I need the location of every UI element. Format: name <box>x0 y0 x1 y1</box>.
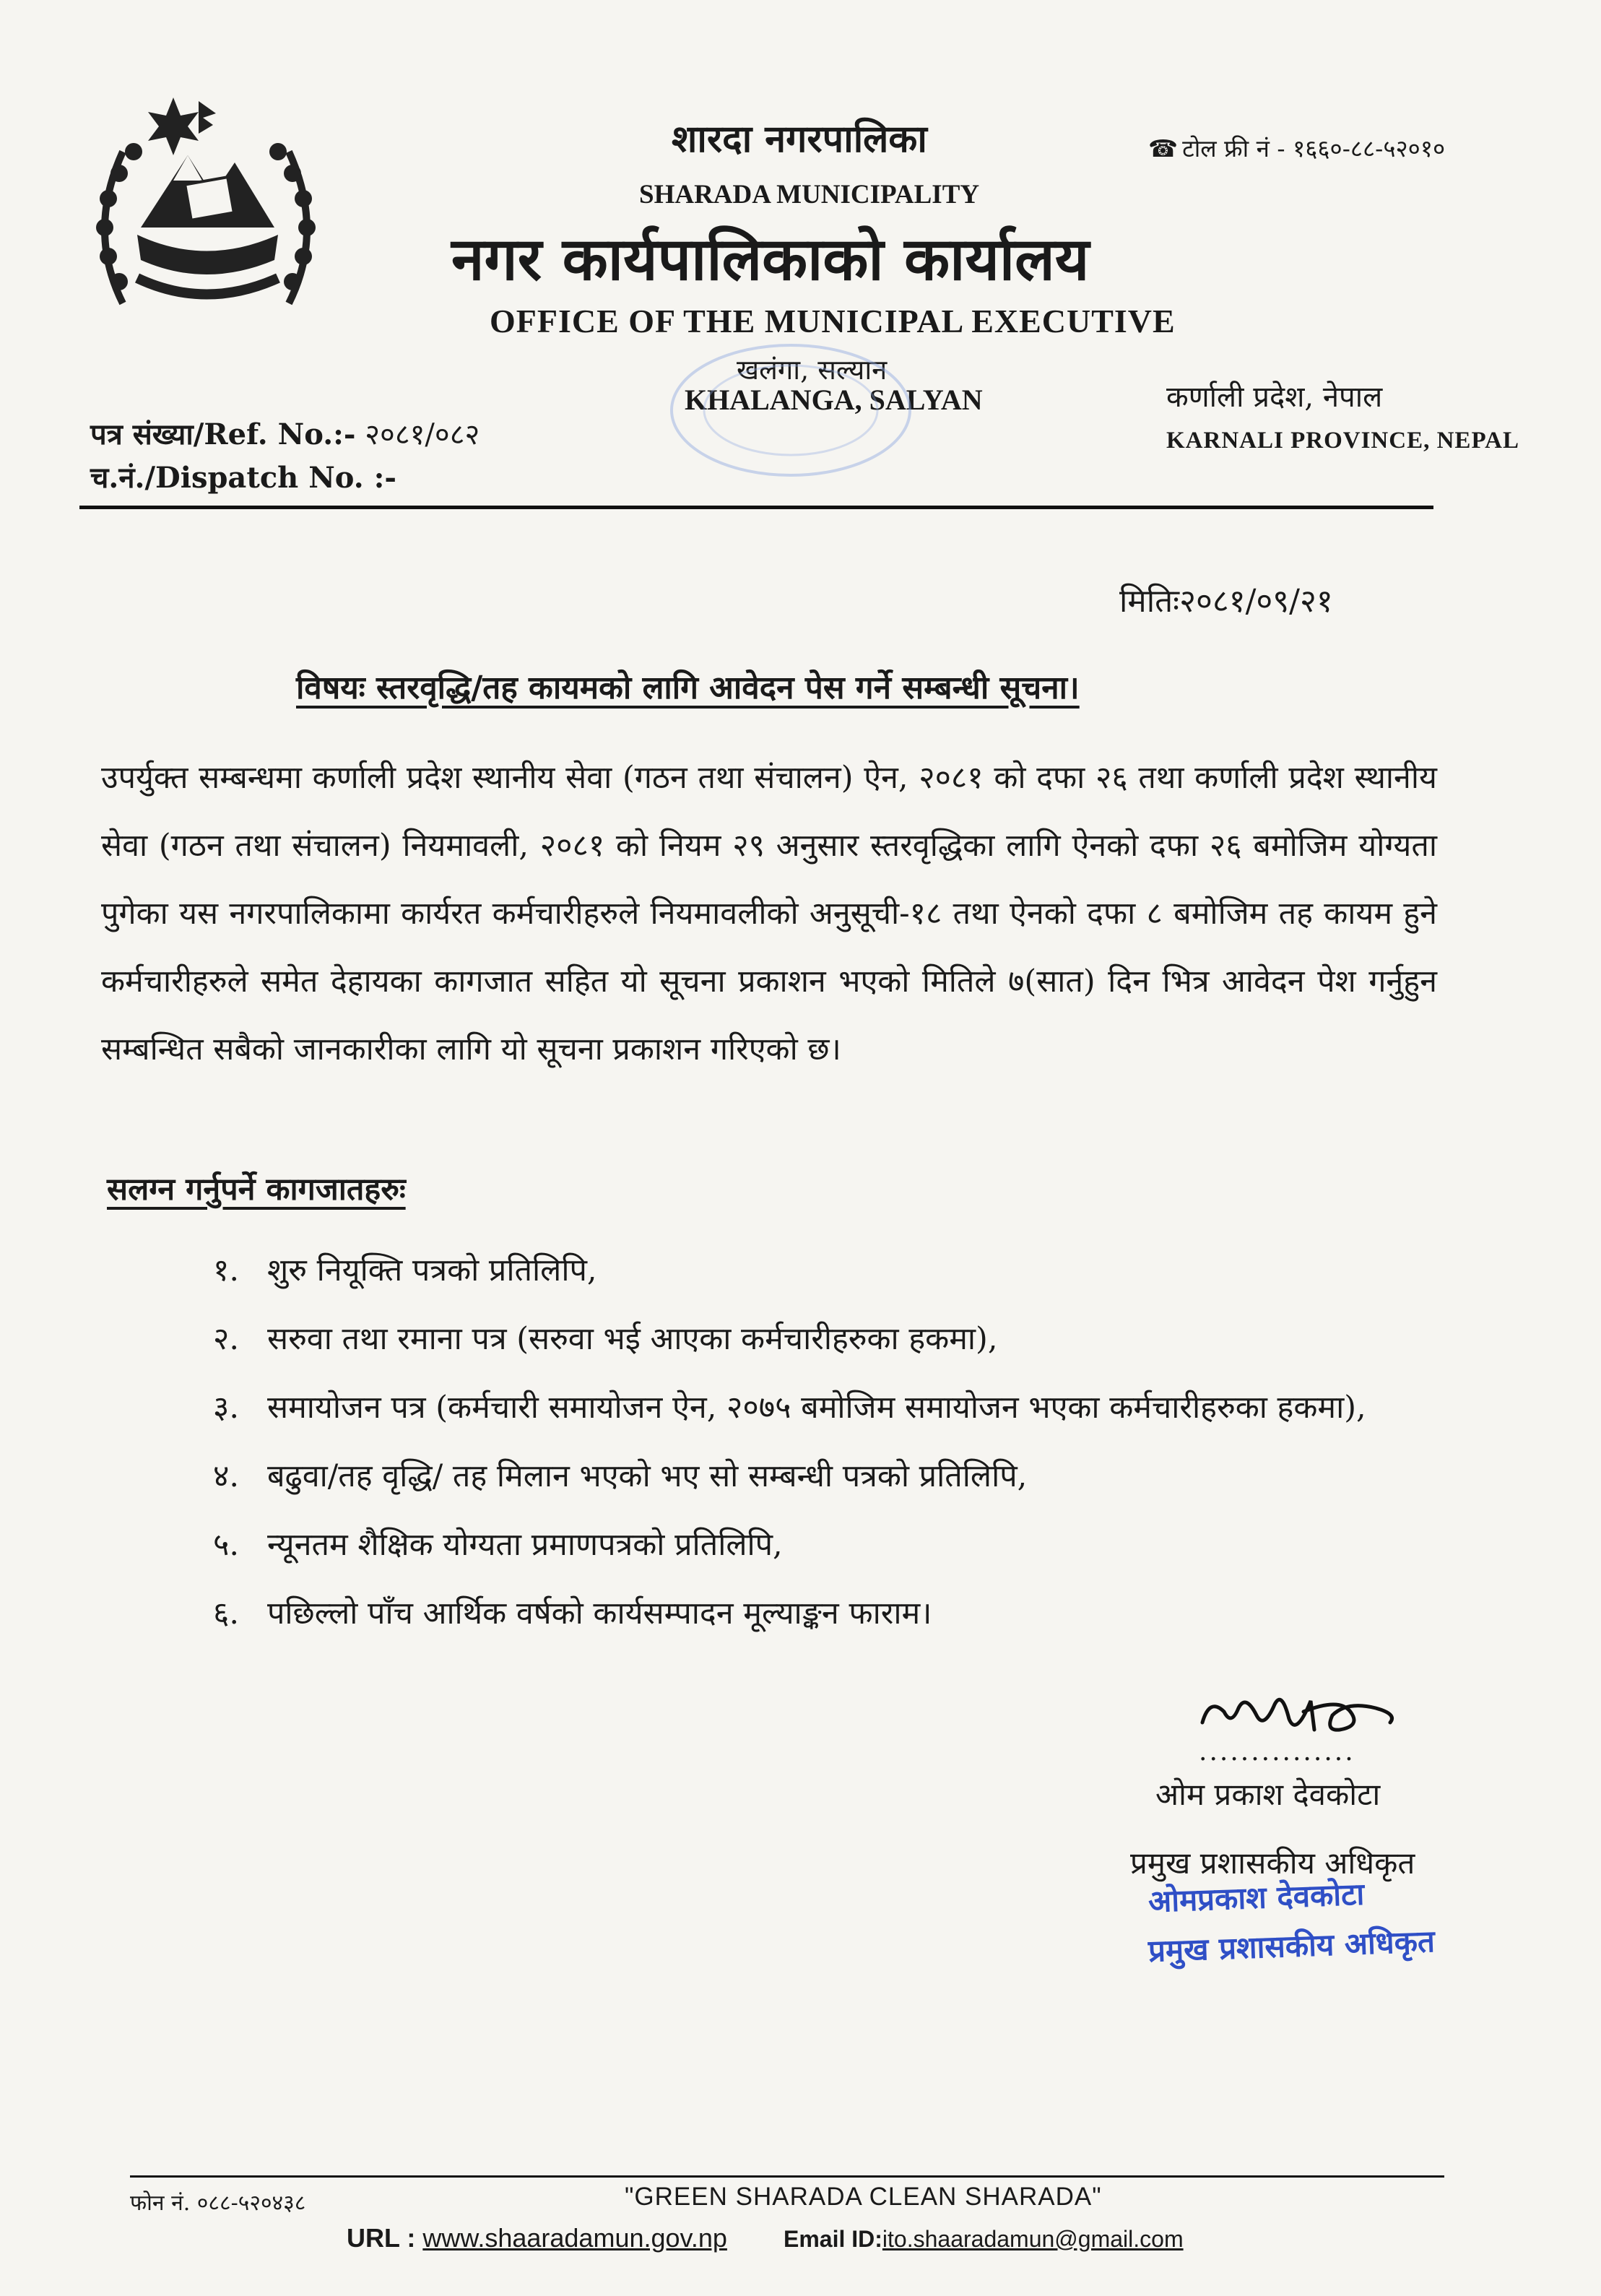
stamp-signatory-title: प्रमुख प्रशासकीय अधिकृत <box>1147 1923 1436 1969</box>
location-nepali: खलंगा, सल्यान <box>737 354 888 386</box>
header-divider <box>79 506 1433 509</box>
letter-date: मितिः२०८१/०९/२१ <box>1119 583 1333 620</box>
list-item <box>213 1305 1368 1374</box>
office-name-english: OFFICE OF THE MUNICIPAL EXECUTIVE <box>490 303 1176 339</box>
list-item <box>213 1236 1368 1305</box>
website-link[interactable]: www.shaaradamun.gov.np <box>422 2223 727 2253</box>
list-item-number: १. <box>213 1252 240 1288</box>
signature-line: ............... <box>1199 1737 1355 1767</box>
handwritten-signature <box>1195 1679 1412 1744</box>
signatory-name: ओम प्रकाश देवकोटा <box>1155 1777 1381 1812</box>
nepal-emblem-logo <box>79 87 332 325</box>
toll-free-text: टोल फ्री नं - १६६०-८८-५२०१० <box>1182 134 1446 163</box>
municipality-name-nepali: शारदा नगरपालिका <box>672 117 927 161</box>
reference-label: पत्र संख्या/Ref. No.:- <box>90 417 356 451</box>
dispatch-number: च.नं./Dispatch No. :- <box>90 461 396 495</box>
attachments-list <box>213 1236 1368 1648</box>
list-item <box>213 1442 1368 1511</box>
province-english: KARNALI PROVINCE, NEPAL <box>1166 428 1519 454</box>
reference-number <box>90 413 480 453</box>
municipality-name-english: SHARADA MUNICIPALITY <box>639 180 980 209</box>
toll-free-number <box>1148 131 1445 164</box>
letter-body: उपर्युक्त सम्बन्धमा कर्णाली प्रदेश स्थानीय सेवा (गठन तथा संचालन) ऐन, २०८१ को दफा २६ तथा कर्णाली प्रदेश स्थानीय सेवा (गठन तथा संचालन) नियमावली, २०८१ को नियम २९ अनुसार स्तरवृद्धिका लागि ऐनको दफा २६ बमोजिम योग्यता पुगेका यस नगरपालिकामा कार्यरत कर्मचारीहरुले नियमावलीको अनुसूची-१८ तथा ऐनको दफा ८ बमोजिम तह कायम हुने कर्मचारीहरुले समेत देहायका कागजात सहित यो सूचना प्रकाशन भएको मितिले ७(सात) दिन भित्र आवेदन पेश गर्नुहुन सम्बन्धित सबैको जानकारीका लागि यो सूचना प्रकाशन गरिएको छ। <box>101 760 1437 1067</box>
email-link[interactable]: ito.shaaradamun@gmail.com <box>882 2226 1184 2252</box>
signatory-title: प्रमुख प्रशासकीय अधिकृत <box>1130 1845 1415 1881</box>
phone-icon: ☎ <box>1148 134 1179 163</box>
stamp-signatory-name: ओमप्रकाश देवकोटा <box>1147 1876 1365 1920</box>
province-nepali: कर्णाली प्रदेश, नेपाल <box>1166 381 1383 414</box>
list-item-text: पछिल्लो पाँच आर्थिक वर्षको कार्यसम्पादन मूल्याङ्कन फाराम। <box>267 1595 932 1632</box>
footer-slogan: "GREEN SHARADA CLEAN SHARADA" <box>625 2183 1102 2211</box>
list-item-number: ४. <box>213 1458 240 1494</box>
list-item-text: न्यूनतम शैक्षिक योग्यता प्रमाणपत्रको प्रतिलिपि, <box>267 1527 783 1563</box>
footer-email <box>784 2226 1184 2253</box>
list-item-number: ६. <box>213 1595 240 1632</box>
office-stamp <box>664 338 917 482</box>
footer-url-label: URL : <box>347 2223 423 2253</box>
list-item <box>213 1580 1368 1648</box>
office-name-nepali: नगर कार्यपालिकाको कार्यालय <box>451 225 1090 294</box>
list-item <box>213 1511 1368 1580</box>
location-english: KHALANGA, SALYAN <box>685 384 983 416</box>
list-item <box>213 1374 1368 1442</box>
letter-subject: विषयः स्तरवृद्धि/तह कायमको लागि आवेदन पेस गर्ने सम्बन्धी सूचना। <box>296 670 1080 706</box>
list-item-number: ३. <box>213 1390 240 1426</box>
footer-phone: फोन नं. ०८८-५२०४३८ <box>130 2191 306 2216</box>
footer-email-label: Email ID: <box>784 2226 882 2252</box>
attachments-heading: सलग्न गर्नुपर्ने कागजातहरुः <box>107 1171 406 1208</box>
list-item-text: समायोजन पत्र (कर्मचारी समायोजन ऐन, २०७५ बमोजिम समायोजन भएका कर्मचारीहरुका हकमा), <box>267 1390 1366 1426</box>
reference-value: २०८१/०८२ <box>355 418 480 451</box>
footer-divider <box>130 2175 1444 2178</box>
footer-url <box>347 2223 727 2253</box>
list-item-text: सरुवा तथा रमाना पत्र (सरुवा भई आएका कर्मचारीहरुका हकमा), <box>267 1321 998 1357</box>
list-item-text: शुरु नियूक्ति पत्रको प्रतिलिपि, <box>267 1252 597 1288</box>
list-item-number: २. <box>213 1321 240 1357</box>
list-item-text: बढुवा/तह वृद्धि/ तह मिलान भएको भए सो सम्बन्धी पत्रको प्रतिलिपि, <box>267 1458 1028 1494</box>
list-item-number: ५. <box>213 1527 240 1563</box>
